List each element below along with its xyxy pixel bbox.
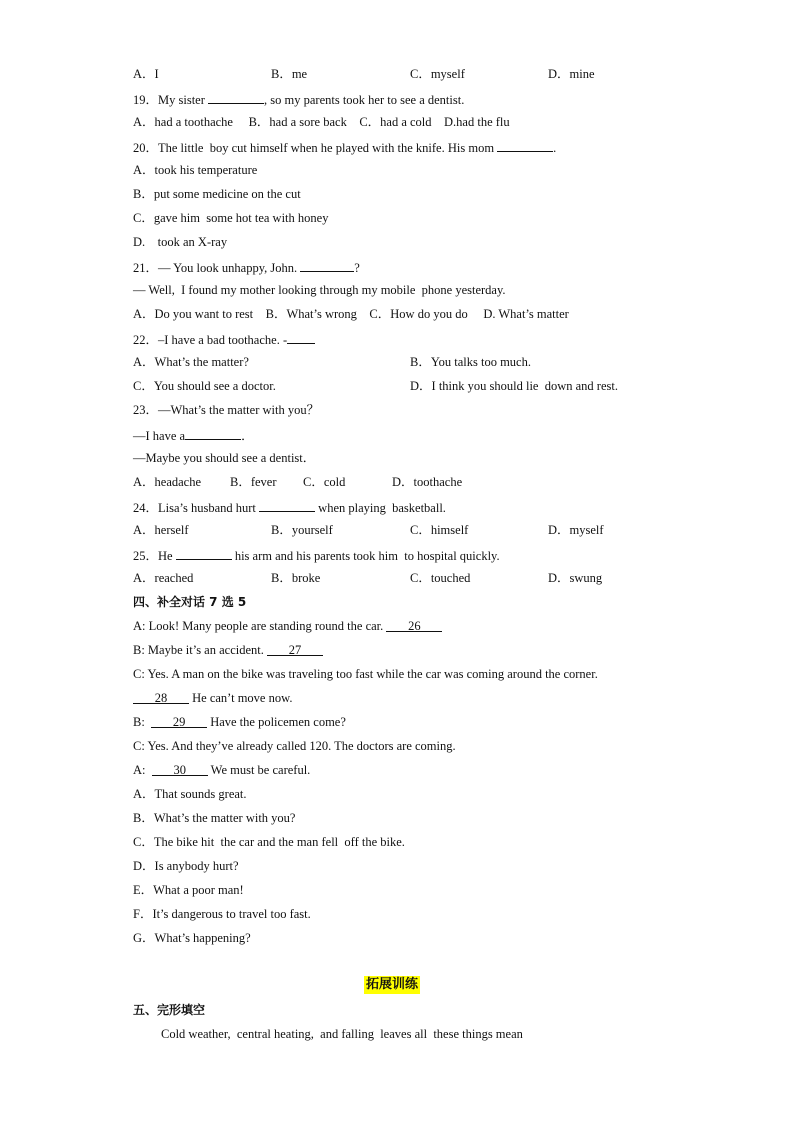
q22-option-a: A．What’s the matter?: [133, 355, 249, 369]
q24-option-d: D．myself: [548, 523, 604, 537]
q21-options: A．Do you want to rest B．What’s wrong C．How do you do D. What’s matter: [133, 307, 569, 321]
choice-a: A．That sounds great.: [133, 787, 247, 801]
q21-reply: — Well, I found my mother looking through my mobile phone yesterday.: [133, 283, 506, 297]
question-19: 19．My sister , so my parents took her to see a dentist.: [133, 90, 464, 108]
q23-option-b: B．fever: [230, 475, 277, 489]
question-20: 20．The little boy cut himself when he played with the knife. His mom .: [133, 138, 556, 156]
answer-blank: [287, 330, 315, 344]
q20-option-c: C．gave him some hot tea with honey: [133, 211, 329, 225]
q23-option-c: C．cold: [303, 475, 346, 489]
answer-blank: [259, 498, 315, 512]
answer-blank: [176, 546, 232, 560]
choice-g: G．What’s happening?: [133, 931, 251, 945]
q20-option-d: D. took an X-ray: [133, 235, 228, 249]
choice-c: C．The bike hit the car and the man fell off the bike.: [133, 835, 405, 849]
q18-option-d: D．mine: [548, 67, 595, 81]
answer-blank: [300, 258, 354, 272]
q18-option-a: A．I: [133, 67, 159, 81]
choice-f: F．It’s dangerous to travel too fast.: [133, 907, 311, 921]
q23-line-2: —I have a ．: [133, 426, 254, 444]
answer-blank: [185, 426, 241, 440]
q25-option-a: A．reached: [133, 571, 194, 585]
question-24: 24．Lisa’s husband hurt when playing basketball.: [133, 498, 446, 516]
q22-option-c: C．You should see a doctor.: [133, 379, 276, 393]
dialogue-line-7: A: 30 We must be careful.: [133, 763, 311, 777]
dialogue-line-1: A: Look! Many people are standing round the car. 26: [133, 618, 442, 634]
q25-option-b: B．broke: [271, 571, 321, 585]
cloze-passage-start: Cold weather, central heating, and falling leaves all these things mean: [161, 1027, 523, 1041]
answer-blank-28: 28: [133, 690, 189, 704]
question-23: 23．—What’s the matter with you？: [133, 403, 320, 417]
q22-option-b: B．You talks too much.: [410, 355, 531, 369]
q20-option-a: A．took his temperature: [133, 163, 258, 177]
section-4-title: 四、补全对话 7 选 5: [133, 595, 247, 609]
dialogue-line-6: C: Yes. And they’ve already called 120. The doctors are coming.: [133, 739, 456, 753]
q18-option-b: B．me: [271, 67, 308, 81]
q20-option-b: B．put some medicine on the cut: [133, 187, 301, 201]
answer-blank: [497, 138, 553, 152]
answer-blank-27: 27: [267, 642, 323, 656]
q19-options: A．had a toothache B．had a sore back C．had a cold D.had the flu: [133, 115, 510, 129]
question-22: 22．–I have a bad toothache. -: [133, 330, 315, 348]
dialogue-line-3: C: Yes. A man on the bike was traveling too fast while the car was coming around the corner.: [133, 667, 598, 681]
extension-training-heading: 拓展训练: [366, 977, 419, 992]
question-21: 21．— You look unhappy, John. ?: [133, 258, 360, 276]
q23-line-3: —Maybe you should see a dentist．: [133, 451, 316, 465]
choice-b: B．What’s the matter with you?: [133, 811, 296, 825]
q24-option-c: C．himself: [410, 523, 469, 537]
answer-blank-30: 30: [152, 762, 208, 776]
answer-blank: [208, 90, 264, 104]
q25-option-c: C．touched: [410, 571, 471, 585]
q23-option-a: A．headache: [133, 475, 202, 489]
question-25: 25．He his arm and his parents took him to hospital quickly.: [133, 546, 500, 564]
dialogue-line-4: 28 He can’t move now.: [133, 690, 292, 706]
q23-option-d: D．toothache: [392, 475, 463, 489]
dialogue-line-2: B: Maybe it’s an accident. 27: [133, 642, 323, 658]
answer-blank-26: 26: [386, 618, 442, 632]
q25-option-d: D．swung: [548, 571, 603, 585]
choice-d: D．Is anybody hurt?: [133, 859, 239, 873]
q22-option-d: D．I think you should lie down and rest.: [410, 379, 618, 393]
q18-option-c: C．myself: [410, 67, 465, 81]
answer-blank-29: 29: [151, 714, 207, 728]
choice-e: E．What a poor man!: [133, 883, 244, 897]
dialogue-line-5: B: 29 Have the policemen come?: [133, 715, 346, 729]
q24-option-a: A．herself: [133, 523, 189, 537]
section-5-title: 五、完形填空: [133, 1003, 206, 1017]
q24-option-b: B．yourself: [271, 523, 333, 537]
